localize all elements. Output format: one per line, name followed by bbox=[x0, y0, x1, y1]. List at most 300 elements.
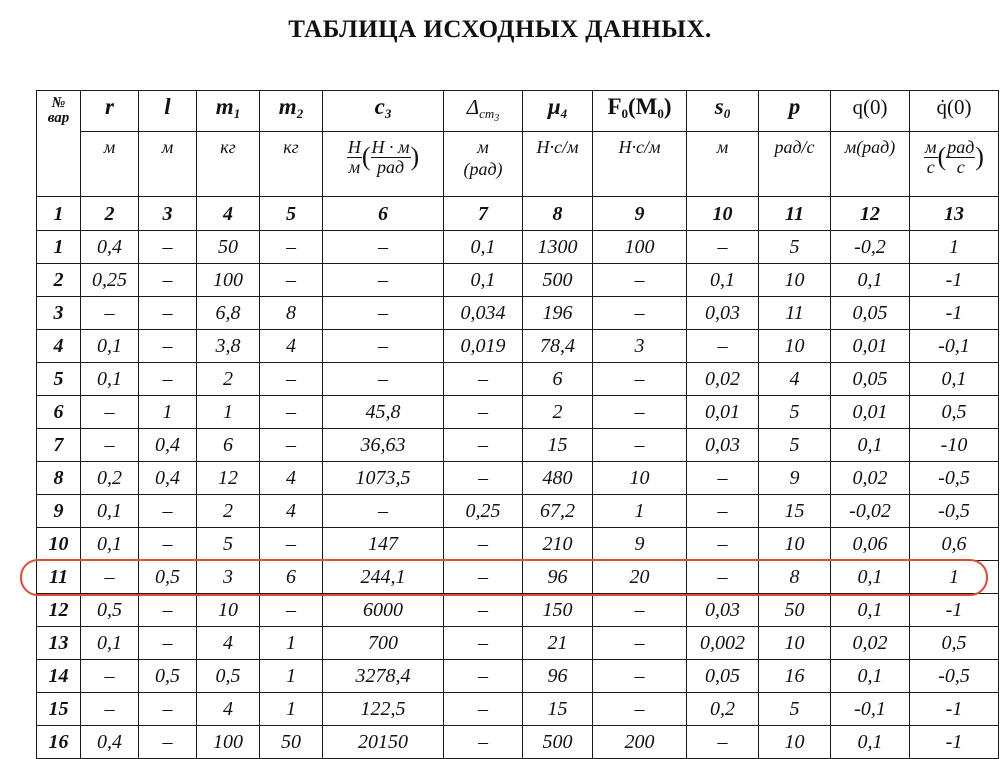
table-cell: 0,02 bbox=[687, 363, 759, 396]
unit-qdot-frac1 bbox=[924, 138, 938, 177]
table-cell: – bbox=[593, 627, 687, 660]
variant-number-cell: 2 bbox=[37, 264, 81, 297]
table-cell: -1 bbox=[910, 726, 999, 759]
table-cell: 0,1 bbox=[81, 495, 139, 528]
unit-c3-num2: Н · м bbox=[371, 137, 410, 157]
table-cell: – bbox=[139, 495, 197, 528]
column-number-cell: 8 bbox=[523, 197, 593, 231]
header-delta bbox=[444, 91, 523, 132]
table-row bbox=[37, 363, 999, 396]
table-cell: 50 bbox=[260, 726, 323, 759]
variant-number-cell: 12 bbox=[37, 594, 81, 627]
table-cell: – bbox=[139, 627, 197, 660]
table-cell: 0,4 bbox=[139, 462, 197, 495]
table-cell: – bbox=[139, 264, 197, 297]
table-cell: 5 bbox=[759, 429, 831, 462]
table-cell: – bbox=[323, 231, 444, 264]
table-row bbox=[37, 594, 999, 627]
table-cell: – bbox=[687, 231, 759, 264]
unit-p: рад/с bbox=[759, 132, 831, 197]
header-m1-sub: 1 bbox=[233, 106, 241, 121]
variant-number-cell: 6 bbox=[37, 396, 81, 429]
table-cell: – bbox=[139, 726, 197, 759]
variant-number-cell: 8 bbox=[37, 462, 81, 495]
table-cell: – bbox=[323, 264, 444, 297]
table-cell: 5 bbox=[759, 231, 831, 264]
source-data-table bbox=[36, 90, 999, 759]
table-cell: – bbox=[323, 297, 444, 330]
table-cell: 500 bbox=[523, 726, 593, 759]
table-cell: 20150 bbox=[323, 726, 444, 759]
table-cell: -0,5 bbox=[910, 495, 999, 528]
table-cell: – bbox=[81, 561, 139, 594]
table-cell: 1 bbox=[260, 660, 323, 693]
table-cell: 100 bbox=[593, 231, 687, 264]
header-c3 bbox=[323, 91, 444, 132]
table-cell: – bbox=[444, 627, 523, 660]
column-number-cell: 11 bbox=[759, 197, 831, 231]
table-cell: 0,5 bbox=[81, 594, 139, 627]
header-l-symbol: l bbox=[164, 94, 171, 119]
variant-number-cell: 11 bbox=[37, 561, 81, 594]
header-mu4-symbol: μ bbox=[547, 94, 561, 119]
table-cell: 0,03 bbox=[687, 297, 759, 330]
table-cell: 3,8 bbox=[197, 330, 260, 363]
table-cell: 2 bbox=[523, 396, 593, 429]
table-row bbox=[37, 462, 999, 495]
table-cell: 10 bbox=[759, 627, 831, 660]
table-cell: 6000 bbox=[323, 594, 444, 627]
table-cell: 15 bbox=[523, 693, 593, 726]
column-number-cell: 6 bbox=[323, 197, 444, 231]
table-cell: – bbox=[593, 660, 687, 693]
header-f0-close: ) bbox=[663, 94, 672, 119]
unit-delta-rad: (рад) bbox=[463, 159, 503, 179]
table-cell: 15 bbox=[523, 429, 593, 462]
table-cell: 0,1 bbox=[831, 726, 910, 759]
table-row bbox=[37, 330, 999, 363]
table-cell: – bbox=[139, 693, 197, 726]
table-cell: – bbox=[444, 396, 523, 429]
table-cell: 0,4 bbox=[139, 429, 197, 462]
table-row bbox=[37, 660, 999, 693]
table-cell: -0,02 bbox=[831, 495, 910, 528]
table-cell: 1 bbox=[910, 231, 999, 264]
page-title: ТАБЛИЦА ИСХОДНЫХ ДАННЫХ. bbox=[288, 16, 712, 43]
header-mu4 bbox=[523, 91, 593, 132]
table-cell: 147 bbox=[323, 528, 444, 561]
table-cell: 0,05 bbox=[831, 363, 910, 396]
table-cell: 196 bbox=[523, 297, 593, 330]
table-cell: 8 bbox=[759, 561, 831, 594]
variant-number-cell: 3 bbox=[37, 297, 81, 330]
table-cell: 0,05 bbox=[831, 297, 910, 330]
variant-number-cell: 4 bbox=[37, 330, 81, 363]
table-cell: 16 bbox=[759, 660, 831, 693]
table-cell: 4 bbox=[260, 462, 323, 495]
table-cell: 150 bbox=[523, 594, 593, 627]
header-f0-sub: 0 bbox=[621, 106, 628, 121]
header-m2-sub: 2 bbox=[296, 106, 304, 121]
table-cell: 0,1 bbox=[81, 528, 139, 561]
table-cell: – bbox=[444, 462, 523, 495]
table-cell: 50 bbox=[197, 231, 260, 264]
unit-c3-lparen: ( bbox=[361, 142, 371, 172]
table-cell: 0,1 bbox=[444, 264, 523, 297]
table-cell: – bbox=[593, 594, 687, 627]
header-symbol-row bbox=[37, 91, 999, 132]
table-cell: 480 bbox=[523, 462, 593, 495]
table-cell: -0,5 bbox=[910, 462, 999, 495]
table-cell: 0,01 bbox=[831, 330, 910, 363]
header-m1-symbol: m bbox=[215, 94, 234, 119]
table-cell: – bbox=[444, 726, 523, 759]
header-c3-symbol: c bbox=[374, 94, 385, 119]
table-cell: 0,05 bbox=[687, 660, 759, 693]
table-cell: 4 bbox=[197, 693, 260, 726]
table-cell: -1 bbox=[910, 693, 999, 726]
column-number-cell: 10 bbox=[687, 197, 759, 231]
table-row bbox=[37, 429, 999, 462]
header-var-label: вар bbox=[47, 110, 70, 126]
variant-number-cell: 16 bbox=[37, 726, 81, 759]
table-cell: 0,03 bbox=[687, 594, 759, 627]
unit-qdot-num1: м bbox=[925, 137, 937, 157]
table-cell: -10 bbox=[910, 429, 999, 462]
table-row bbox=[37, 495, 999, 528]
table-cell: -1 bbox=[910, 594, 999, 627]
table-row bbox=[37, 693, 999, 726]
table-cell: 10 bbox=[593, 462, 687, 495]
header-units-row bbox=[37, 132, 999, 197]
header-f0-symbol: F bbox=[607, 94, 622, 119]
header-r-symbol: r bbox=[105, 94, 114, 119]
table-cell: 10 bbox=[197, 594, 260, 627]
table-cell: – bbox=[260, 231, 323, 264]
table-cell: 5 bbox=[759, 396, 831, 429]
table-cell: 700 bbox=[323, 627, 444, 660]
table-cell: 0,5 bbox=[139, 660, 197, 693]
table-cell: 6 bbox=[523, 363, 593, 396]
table-cell: 0,5 bbox=[197, 660, 260, 693]
header-qdot0-symbol: q̇(0) bbox=[936, 95, 972, 119]
table-cell: – bbox=[81, 396, 139, 429]
table-cell: 0,4 bbox=[81, 726, 139, 759]
header-q0-symbol: q(0) bbox=[852, 95, 888, 119]
table-cell: 0,01 bbox=[687, 396, 759, 429]
table-cell: 0,25 bbox=[444, 495, 523, 528]
unit-qdot0 bbox=[910, 132, 999, 197]
table-cell: 4 bbox=[759, 363, 831, 396]
column-number-cell: 9 bbox=[593, 197, 687, 231]
table-cell: – bbox=[139, 363, 197, 396]
table-cell: 0,03 bbox=[687, 429, 759, 462]
table-cell: 2 bbox=[197, 363, 260, 396]
table-cell: 8 bbox=[260, 297, 323, 330]
table-cell: 0,1 bbox=[444, 231, 523, 264]
table-cell: 244,1 bbox=[323, 561, 444, 594]
table-cell: – bbox=[444, 660, 523, 693]
table-cell: 0,4 bbox=[81, 231, 139, 264]
table-cell: – bbox=[593, 264, 687, 297]
table-cell: 122,5 bbox=[323, 693, 444, 726]
table-cell: 1 bbox=[197, 396, 260, 429]
table-cell: – bbox=[687, 561, 759, 594]
header-m0-symbol: (M bbox=[628, 94, 658, 119]
header-delta-subsub: 3 bbox=[494, 113, 500, 124]
unit-c3-num1: Н bbox=[347, 137, 361, 157]
unit-qdot-rparen: ) bbox=[975, 142, 984, 172]
table-cell: 0,01 bbox=[831, 396, 910, 429]
column-number-row bbox=[37, 197, 999, 231]
unit-m2: кг bbox=[260, 132, 323, 197]
header-delta-symbol: Δ bbox=[466, 95, 480, 119]
table-cell: 1 bbox=[260, 627, 323, 660]
table-cell: 0,2 bbox=[687, 693, 759, 726]
unit-f0: Н·с/м bbox=[593, 132, 687, 197]
table-cell: – bbox=[81, 297, 139, 330]
unit-c3-frac2 bbox=[371, 138, 411, 177]
table-cell: 0,002 bbox=[687, 627, 759, 660]
variant-number-cell: 9 bbox=[37, 495, 81, 528]
table-cell: 100 bbox=[197, 726, 260, 759]
table-cell: 500 bbox=[523, 264, 593, 297]
column-number-cell: 2 bbox=[81, 197, 139, 231]
table-row bbox=[37, 297, 999, 330]
table-cell: 4 bbox=[260, 495, 323, 528]
variant-number-cell: 1 bbox=[37, 231, 81, 264]
header-f0 bbox=[593, 91, 687, 132]
table-cell: 0,5 bbox=[139, 561, 197, 594]
variant-number-cell: 7 bbox=[37, 429, 81, 462]
table-cell: 5 bbox=[759, 693, 831, 726]
unit-m1: кг bbox=[197, 132, 260, 197]
table-cell: 10 bbox=[759, 528, 831, 561]
unit-c3-den2: рад bbox=[376, 156, 405, 177]
table-cell: 9 bbox=[593, 528, 687, 561]
unit-c3 bbox=[323, 132, 444, 197]
table-cell: 0,034 bbox=[444, 297, 523, 330]
table-cell: 0,1 bbox=[831, 660, 910, 693]
unit-delta bbox=[444, 132, 523, 197]
table-cell: 96 bbox=[523, 561, 593, 594]
table-cell: 1073,5 bbox=[323, 462, 444, 495]
unit-q0: м(рад) bbox=[831, 132, 910, 197]
table-cell: – bbox=[593, 297, 687, 330]
table-cell: – bbox=[81, 429, 139, 462]
table-cell: – bbox=[81, 660, 139, 693]
column-number-cell: 7 bbox=[444, 197, 523, 231]
table-cell: 0,5 bbox=[910, 627, 999, 660]
table-cell: – bbox=[444, 594, 523, 627]
table-cell: 0,5 bbox=[910, 396, 999, 429]
header-l bbox=[139, 91, 197, 132]
table-cell: – bbox=[323, 330, 444, 363]
header-delta-sub: ст bbox=[479, 106, 495, 121]
table-cell: – bbox=[444, 693, 523, 726]
table-cell: 0,1 bbox=[910, 363, 999, 396]
table-cell: – bbox=[260, 264, 323, 297]
table-cell: 11 bbox=[759, 297, 831, 330]
table-cell: 78,4 bbox=[523, 330, 593, 363]
table-cell: – bbox=[81, 693, 139, 726]
column-number-cell: 12 bbox=[831, 197, 910, 231]
table-cell: 67,2 bbox=[523, 495, 593, 528]
table-cell: 1 bbox=[260, 693, 323, 726]
table-cell: -1 bbox=[910, 264, 999, 297]
unit-qdot-num2: рад bbox=[947, 137, 975, 157]
header-p bbox=[759, 91, 831, 132]
variant-number-cell: 10 bbox=[37, 528, 81, 561]
table-data-body bbox=[37, 231, 999, 759]
table-cell: – bbox=[139, 231, 197, 264]
unit-r: м bbox=[81, 132, 139, 197]
table-row bbox=[37, 561, 999, 594]
table-cell: 200 bbox=[593, 726, 687, 759]
table-cell: 0,1 bbox=[831, 594, 910, 627]
table-cell: – bbox=[260, 363, 323, 396]
table-cell: – bbox=[687, 528, 759, 561]
unit-qdot-den1: с bbox=[926, 156, 935, 177]
table-cell: 3 bbox=[593, 330, 687, 363]
unit-qdot-frac2 bbox=[946, 138, 975, 177]
table-cell: 0,6 bbox=[910, 528, 999, 561]
header-m0-sub: 0 bbox=[657, 106, 664, 121]
table-cell: – bbox=[687, 462, 759, 495]
table-cell: -0,1 bbox=[831, 693, 910, 726]
table-cell: – bbox=[139, 594, 197, 627]
table-cell: 9 bbox=[759, 462, 831, 495]
unit-delta-m: м bbox=[477, 137, 489, 157]
table-cell: -1 bbox=[910, 297, 999, 330]
column-number-cell: 1 bbox=[37, 197, 81, 231]
table-cell: 10 bbox=[759, 264, 831, 297]
table-cell: 4 bbox=[260, 330, 323, 363]
table-cell: 210 bbox=[523, 528, 593, 561]
table-cell: -0,5 bbox=[910, 660, 999, 693]
table-cell: 45,8 bbox=[323, 396, 444, 429]
table-cell: 4 bbox=[197, 627, 260, 660]
table-cell: 0,1 bbox=[831, 429, 910, 462]
header-m1 bbox=[197, 91, 260, 132]
table-cell: 0,02 bbox=[831, 627, 910, 660]
table-cell: 96 bbox=[523, 660, 593, 693]
table-cell: 0,1 bbox=[81, 627, 139, 660]
table-cell: 0,019 bbox=[444, 330, 523, 363]
header-m2 bbox=[260, 91, 323, 132]
table-cell: – bbox=[687, 726, 759, 759]
column-number-cell: 13 bbox=[910, 197, 999, 231]
table-cell: 10 bbox=[759, 726, 831, 759]
table-cell: 12 bbox=[197, 462, 260, 495]
unit-qdot-den2: с bbox=[956, 156, 965, 177]
unit-l: м bbox=[139, 132, 197, 197]
column-number-cell: 4 bbox=[197, 197, 260, 231]
table-cell: – bbox=[260, 429, 323, 462]
table-cell: 3 bbox=[197, 561, 260, 594]
unit-qdot-lparen: ( bbox=[937, 142, 947, 172]
table-cell: 3278,4 bbox=[323, 660, 444, 693]
table-row bbox=[37, 264, 999, 297]
table-cell: 100 bbox=[197, 264, 260, 297]
table-cell: 36,63 bbox=[323, 429, 444, 462]
unit-c3-den1: м bbox=[348, 156, 361, 177]
unit-c3-frac1 bbox=[347, 138, 362, 177]
header-c3-sub: 3 bbox=[384, 106, 392, 121]
table-cell: 1 bbox=[910, 561, 999, 594]
table-cell: – bbox=[593, 363, 687, 396]
header-no-sign: № bbox=[51, 95, 66, 111]
table-cell: 6 bbox=[197, 429, 260, 462]
table-cell: – bbox=[593, 396, 687, 429]
variant-number-cell: 14 bbox=[37, 660, 81, 693]
table-cell: 1300 bbox=[523, 231, 593, 264]
table-cell: – bbox=[444, 528, 523, 561]
table-cell: -0,1 bbox=[910, 330, 999, 363]
variant-number-cell: 13 bbox=[37, 627, 81, 660]
header-q0 bbox=[831, 91, 910, 132]
unit-c3-rparen: ) bbox=[410, 142, 420, 172]
table-cell: 6 bbox=[260, 561, 323, 594]
table-cell: 0,2 bbox=[81, 462, 139, 495]
table-cell: – bbox=[593, 429, 687, 462]
variant-number-cell: 5 bbox=[37, 363, 81, 396]
table-cell: – bbox=[260, 396, 323, 429]
table-row bbox=[37, 231, 999, 264]
header-mu4-sub: 4 bbox=[560, 106, 568, 121]
table-cell: – bbox=[260, 528, 323, 561]
table-cell: – bbox=[444, 363, 523, 396]
table-cell: – bbox=[687, 330, 759, 363]
table-cell: – bbox=[323, 363, 444, 396]
table-cell: 10 bbox=[759, 330, 831, 363]
table-cell: 0,1 bbox=[81, 363, 139, 396]
table-cell: 0,1 bbox=[831, 561, 910, 594]
table-cell: 1 bbox=[139, 396, 197, 429]
table-cell: – bbox=[139, 330, 197, 363]
table-cell: 2 bbox=[197, 495, 260, 528]
column-number-cell: 3 bbox=[139, 197, 197, 231]
table-cell: – bbox=[260, 594, 323, 627]
table-cell: – bbox=[139, 297, 197, 330]
column-number-cell: 5 bbox=[260, 197, 323, 231]
table-cell: 20 bbox=[593, 561, 687, 594]
table-cell: – bbox=[687, 495, 759, 528]
table-cell: – bbox=[139, 528, 197, 561]
table-row bbox=[37, 396, 999, 429]
table-cell: – bbox=[444, 561, 523, 594]
table-cell: 1 bbox=[593, 495, 687, 528]
table-cell: 5 bbox=[197, 528, 260, 561]
table-cell: – bbox=[323, 495, 444, 528]
variant-number-cell: 15 bbox=[37, 693, 81, 726]
table-cell: 6,8 bbox=[197, 297, 260, 330]
table-row bbox=[37, 726, 999, 759]
table-cell: 0,1 bbox=[687, 264, 759, 297]
table-cell: 50 bbox=[759, 594, 831, 627]
header-p-symbol: p bbox=[788, 94, 801, 119]
header-s0 bbox=[687, 91, 759, 132]
header-s0-sub: 0 bbox=[723, 106, 731, 121]
table-cell: 0,02 bbox=[831, 462, 910, 495]
header-m2-symbol: m bbox=[278, 94, 297, 119]
table-cell: – bbox=[444, 429, 523, 462]
header-s0-symbol: s bbox=[714, 94, 724, 119]
table-cell: -0,2 bbox=[831, 231, 910, 264]
header-qdot0 bbox=[910, 91, 999, 132]
table-cell: – bbox=[593, 693, 687, 726]
table-cell: 21 bbox=[523, 627, 593, 660]
